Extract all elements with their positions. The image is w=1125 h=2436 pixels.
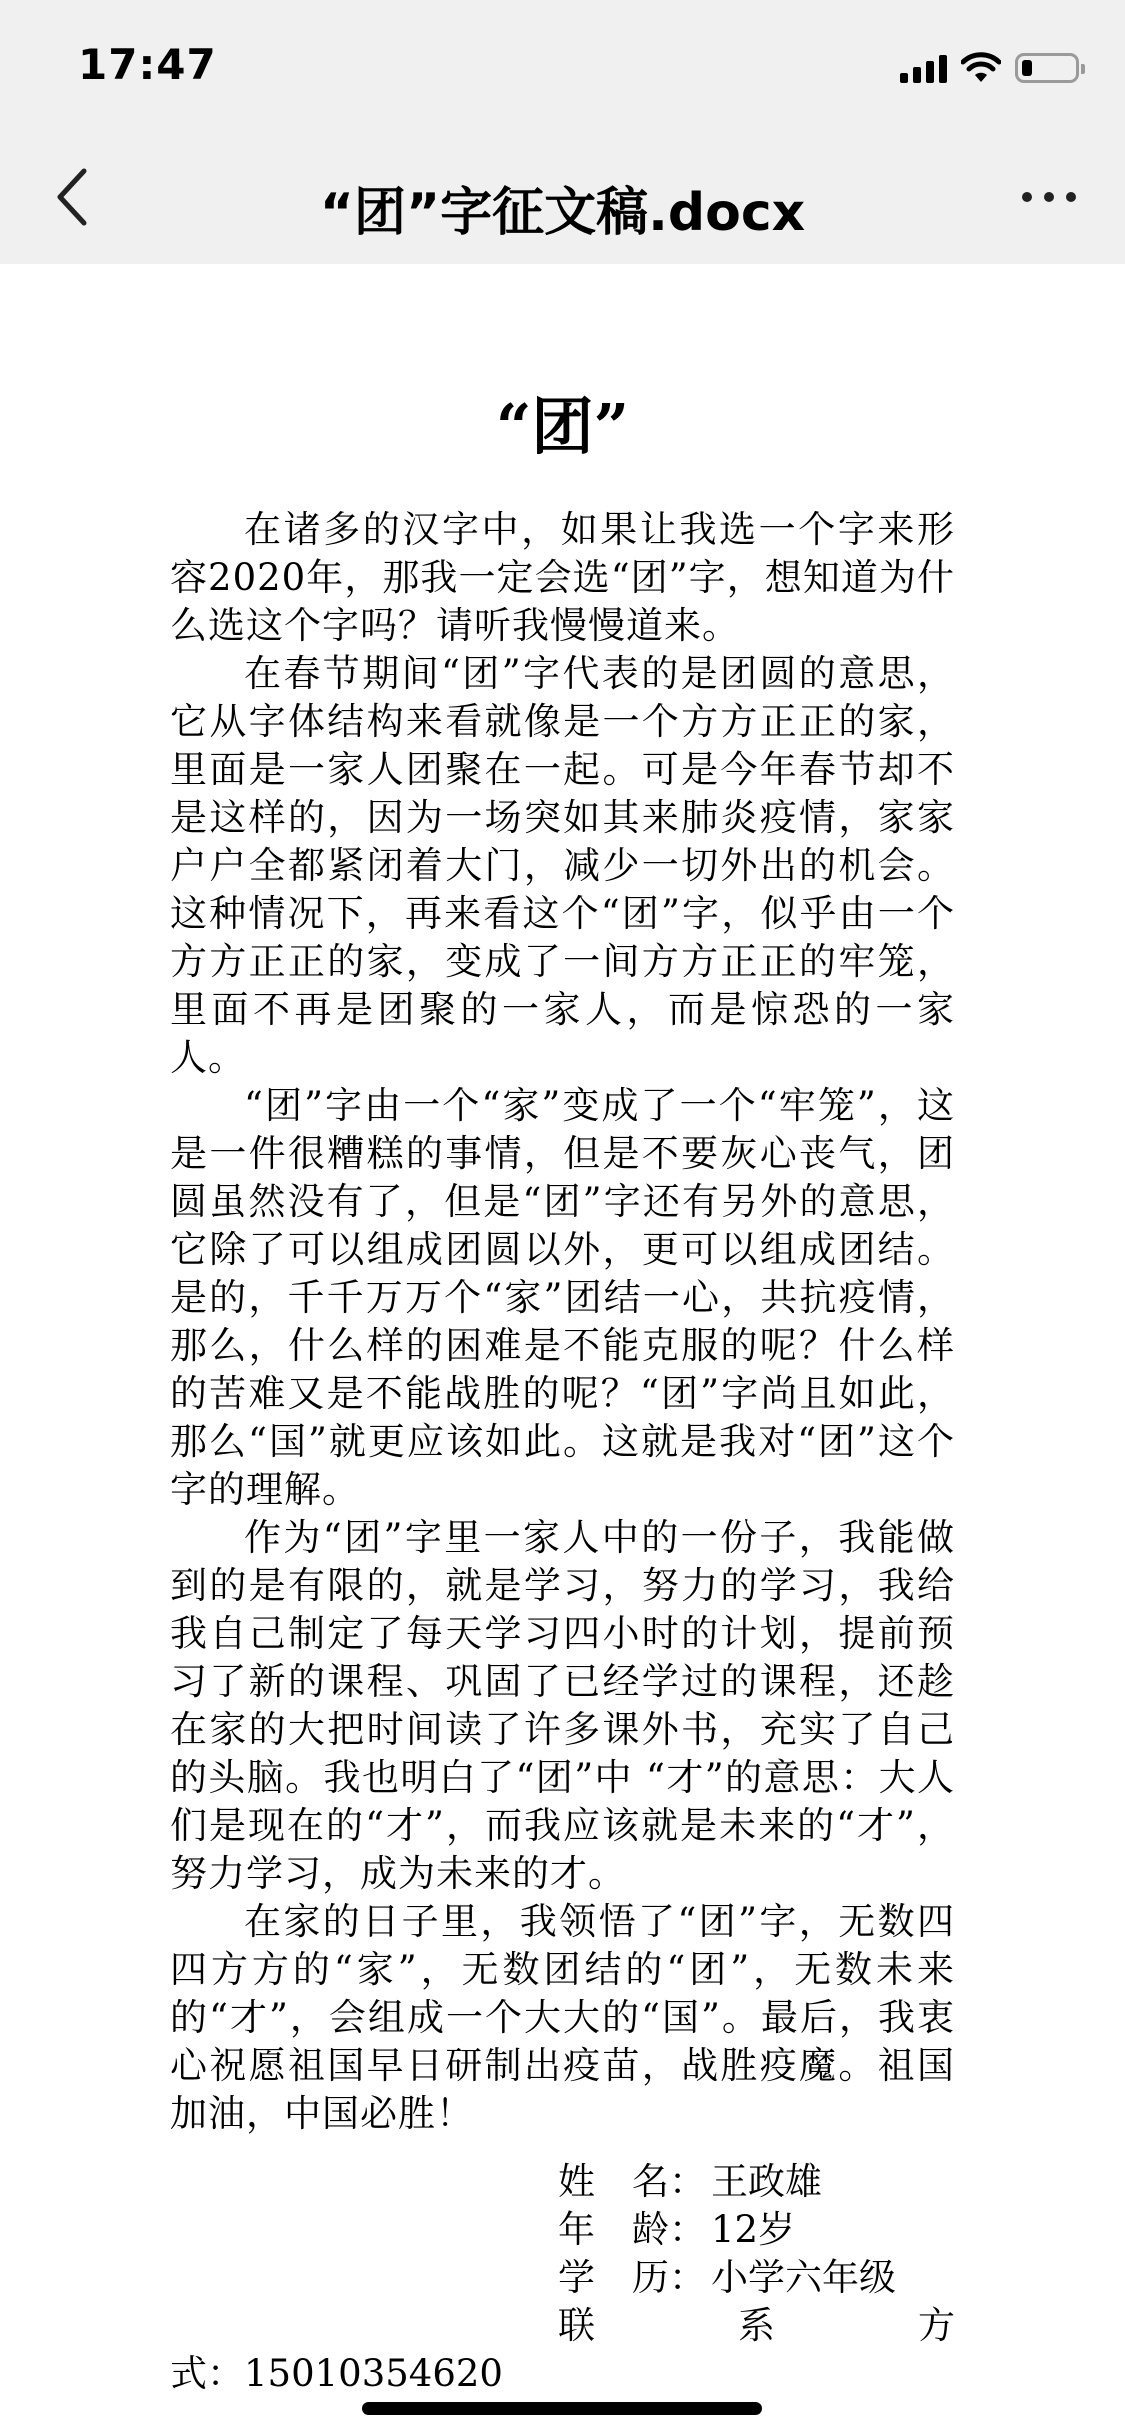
education-label: 学 历：: [558, 2256, 706, 2299]
age-label: 年 龄：: [558, 2208, 706, 2251]
document-body: [170, 390, 955, 2138]
author-name: 王政雄: [711, 2160, 822, 2203]
name-label: 姓 名：: [558, 2160, 706, 2203]
document-filename-title: “团”字征文稿.docx: [319, 183, 806, 243]
author-age: 12岁: [711, 2208, 796, 2251]
status-bar: [0, 0, 1125, 132]
nav-bar: [0, 132, 1125, 264]
paragraph: 在家的日子里，我领悟了“团”字，无数四四方方的“家”，无数团结的“团”，无数未来的“才”，会组成一个大大的“国”。最后，我衷心祝愿祖国早日研制出疫苗，战胜疫魔。祖国加油，中国必胜！: [170, 1900, 955, 2136]
battery-icon: [1015, 53, 1079, 83]
contact-label-char: 系: [738, 2304, 775, 2347]
contact-row: [170, 2350, 955, 2398]
status-icons: [900, 48, 1079, 88]
author-education-row: [558, 2254, 955, 2302]
contact-label-end: 式：: [170, 2352, 244, 2395]
more-button[interactable]: [1009, 172, 1089, 222]
author-name-row: [558, 2158, 955, 2206]
paragraph: 在诸多的汉字中，如果让我选一个字来形容2020年，那我一定会选“团”字，想知道为什么选这个字吗？请听我慢慢道来。: [170, 508, 955, 648]
paragraph: 在春节期间“团”字代表的是团圆的意思，它从字体结构来看就像是一个方方正正的家，里面是一家人团聚在一起。可是今年春节却不是这样的，因为一场突如其来肺炎疫情，家家户户全都紧闭着大门，减少一切外出的机会。这种情况下，再来看这个“团”字，似乎由一个方方正正的家，变成了一间方方正正的牢笼，里面不再是团聚的一家人，而是惊恐的一家人。: [170, 652, 955, 1080]
author-info: [170, 2158, 955, 2398]
author-education: 小学六年级: [711, 2256, 896, 2299]
contact-label-char: 方: [918, 2304, 955, 2347]
more-icon: [1022, 192, 1032, 202]
status-time: 17:47: [78, 40, 217, 89]
contact-phone: 15010354620: [244, 2352, 503, 2395]
paragraph: “团”字由一个“家”变成了一个“牢笼”，这是一件很糟糕的事情，但是不要灰心丧气，团圆虽然没有了，但是“团”字还有另外的意思，它除了可以组成团圆以外，更可以组成团结。是的，千千万万个“家”团结一心，共抗疫情，那么，什么样的困难是不能克服的呢？什么样的苦难又是不能战胜的呢？“团”字尚且如此，那么“国”就更应该如此。这就是我对“团”这个字的理解。: [170, 1084, 955, 1512]
paragraph: 作为“团”字里一家人中的一份子，我能做到的是有限的，就是学习，努力的学习，我给我自己制定了每天学习四小时的计划，提前预习了新的课程、巩固了已经学过的课程，还趁在家的大把时间读了许多课外书，充实了自己的头脑。我也明白了“团”中 “才”的意思：大人们是现在的“才”，而我应该就是未来的“才”，努力学习，成为未来的才。: [170, 1516, 955, 1896]
contact-label-char: 联: [558, 2304, 595, 2347]
contact-label-row: [558, 2302, 955, 2350]
signal-icon: [900, 53, 947, 83]
home-indicator[interactable]: [362, 2402, 762, 2415]
author-age-row: [558, 2206, 955, 2254]
wifi-icon: [961, 52, 1001, 84]
document-title: “团”: [495, 390, 630, 463]
